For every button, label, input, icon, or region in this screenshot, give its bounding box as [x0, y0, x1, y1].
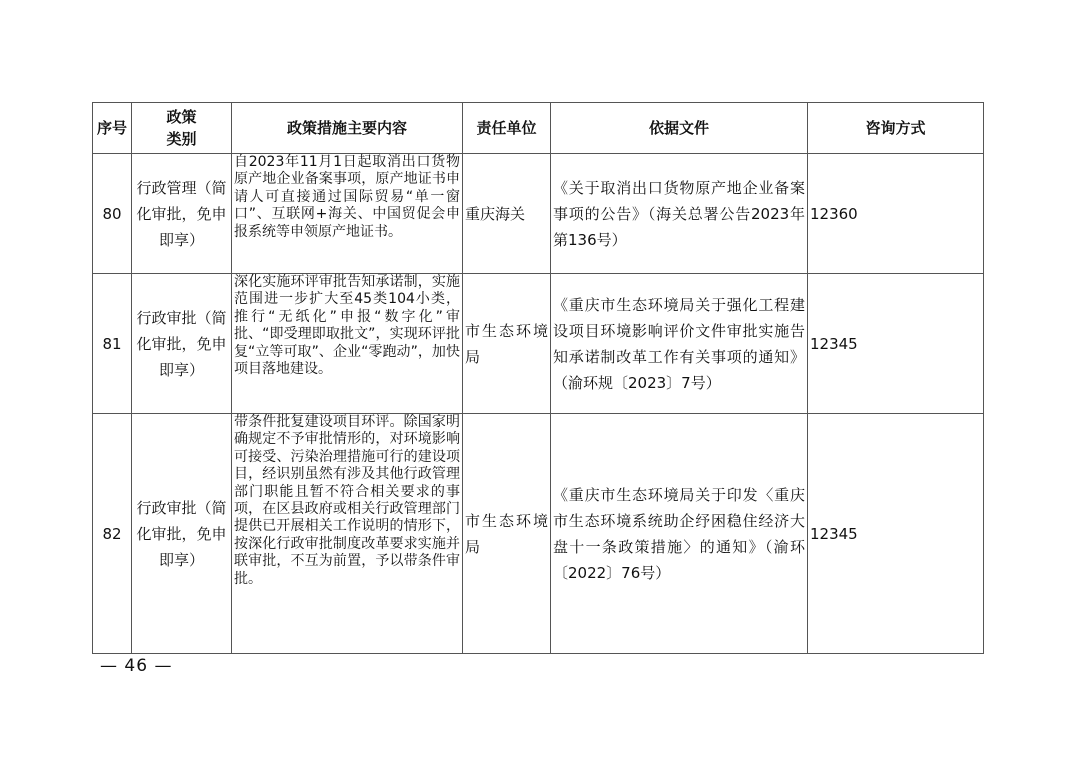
header-basis-document: 依据文件 — [551, 103, 808, 154]
header-responsible-unit: 责任单位 — [463, 103, 551, 154]
row-contact: 12345 — [808, 414, 984, 654]
row-basis-document: 《重庆市生态环境局关于强化工程建设项目环境影响评价文件审批实施告知承诺制改革工作有关事项的通知》（渝环规〔2023〕7号） — [551, 274, 808, 414]
row-policy-content: 深化实施环评审批告知承诺制，实施范围进一步扩大至45类104小类，推行“无纸化”申报“数字化”审批、“即受理即取批文”，实现环评批复“立等可取”、企业“零跑动”，加快项目落地建设。 — [232, 274, 463, 414]
policy-table — [92, 102, 984, 654]
row-index: 81 — [93, 274, 132, 414]
row-responsible-unit: 重庆海关 — [463, 154, 551, 274]
table-row — [93, 414, 984, 654]
row-policy-content: 带条件批复建设项目环评。除国家明确规定不予审批情形的，对环境影响可接受、污染治理措施可行的建设项目，经识别虽然有涉及其他行政管理部门职能且暂不符合相关要求的事项，在区县政府或相关行政管理部门提供已开展相关工作说明的情形下，按深化行政审批制度改革要求实施并联审批，不互为前置，予以带条件审批。 — [232, 414, 463, 654]
header-index: 序号 — [93, 103, 132, 154]
row-policy-content: 自2023年11月1日起取消出口货物原产地企业备案事项，原产地证书申请人可直接通过国际贸易“单一窗口”、互联网+海关、中国贸促会申报系统等申领原产地证书。 — [232, 154, 463, 274]
row-policy-type: 行政管理（简化审批，免申即享） — [132, 154, 232, 274]
row-contact: 12360 — [808, 154, 984, 274]
table-row — [93, 154, 984, 274]
row-policy-type: 行政审批（简化审批，免申即享） — [132, 414, 232, 654]
table-row — [93, 274, 984, 414]
header-policy-content: 政策措施主要内容 — [232, 103, 463, 154]
row-responsible-unit: 市生态环境局 — [463, 414, 551, 654]
table-header-row — [93, 103, 984, 154]
header-contact: 咨询方式 — [808, 103, 984, 154]
row-index: 80 — [93, 154, 132, 274]
header-policy-type: 政策 类别 — [132, 103, 232, 154]
row-policy-type: 行政审批（简化审批，免申即享） — [132, 274, 232, 414]
page-number: — 46 — — [100, 656, 173, 676]
row-index: 82 — [93, 414, 132, 654]
row-basis-document: 《重庆市生态环境局关于印发〈重庆市生态环境系统助企纾困稳住经济大盘十一条政策措施〉的通知》（渝环〔2022〕76号） — [551, 414, 808, 654]
row-contact: 12345 — [808, 274, 984, 414]
row-basis-document: 《关于取消出口货物原产地企业备案事项的公告》（海关总署公告2023年第136号） — [551, 154, 808, 274]
row-responsible-unit: 市生态环境局 — [463, 274, 551, 414]
